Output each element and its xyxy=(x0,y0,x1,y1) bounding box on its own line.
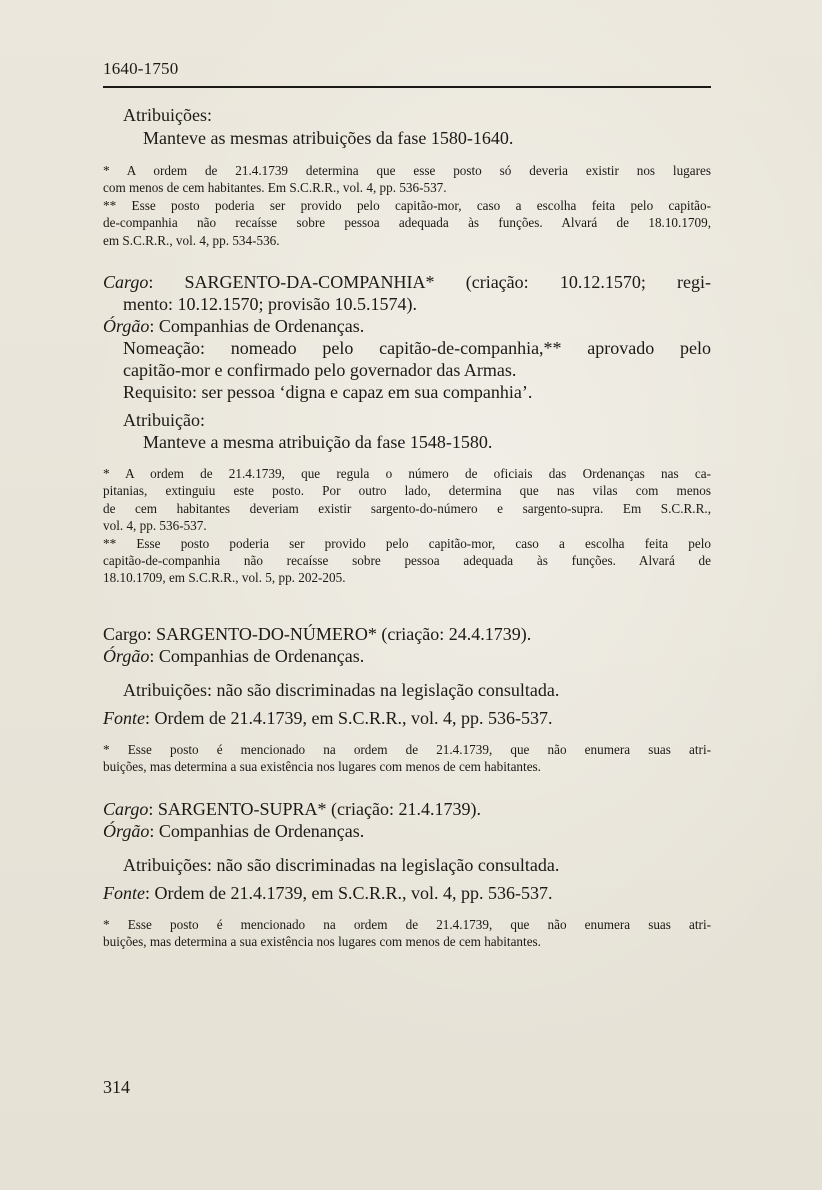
fonte-label: Fonte xyxy=(103,707,145,728)
orgao-line xyxy=(103,315,711,337)
footnote-2-line: de-companhia não recaísse sobre pessoa adequada às funções. Alvará de 18.10.1709, xyxy=(103,215,711,231)
running-header: 1640-1750 xyxy=(103,59,179,78)
orgao-line xyxy=(103,820,711,842)
orgao-text: : Companhias de Ordenanças. xyxy=(149,645,365,666)
cargo-label: Cargo xyxy=(103,272,149,293)
orgao-line xyxy=(103,645,711,667)
footnote-1-line: com menos de cem habitantes. Em S.C.R.R., vol. 4, pp. 536-537. xyxy=(103,180,447,196)
section-sargento-do-numero xyxy=(103,623,711,776)
footnote-2-line: 18.10.1709, em S.C.R.R., vol. 5, pp. 202-205. xyxy=(103,570,346,586)
nomeacao-line: Nomeação: nomeado pelo capitão-de-companhia,** aprovado pelo xyxy=(123,338,711,359)
atribuicoes-line: Atribuições: não são discriminadas na legislação consultada. xyxy=(123,854,560,875)
footnote-line: buições, mas determina a sua existência nos lugares com menos de cem habitantes. xyxy=(103,934,541,950)
orgao-label: Órgão xyxy=(103,820,150,841)
fonte-line xyxy=(103,707,711,729)
atribuicoes-label: Atribuições: xyxy=(123,105,212,125)
page-number: 314 xyxy=(103,1077,130,1097)
cargo-line xyxy=(103,271,711,293)
fonte-text: : Ordem de 21.4.1739, em S.C.R.R., vol. 4, pp. 536-537. xyxy=(145,707,553,728)
footnote-2-line: capitão-de-companhia não recaísse sobre pessoa adequada às funções. Alvará de xyxy=(103,553,711,569)
cargo-line-continued: mento: 10.12.1570; provisão 10.5.1574). xyxy=(123,294,417,315)
section-1640-atribuicoes xyxy=(103,104,711,249)
nomeacao-line-continued: capitão-mor e confirmado pelo governador das Armas. xyxy=(123,360,517,381)
section-sargento-da-companhia xyxy=(103,271,711,587)
section-sargento-supra xyxy=(103,798,711,951)
fonte-label: Fonte xyxy=(103,882,145,903)
atribuicao-label: Atribuição: xyxy=(123,410,205,431)
footnote-2-line: ** Esse posto poderia ser provido pelo capitão-mor, caso a escolha feita pelo capitão- xyxy=(103,197,711,213)
orgao-label: Órgão xyxy=(103,316,150,337)
fonte-text: : Ordem de 21.4.1739, em S.C.R.R., vol. 4, pp. 536-537. xyxy=(145,882,553,903)
footnote-1-line: * A ordem de 21.4.1739, que regula o número de oficiais das Ordenanças nas ca- xyxy=(103,466,711,482)
footnote-2-line: em S.C.R.R., vol. 4, pp. 534-536. xyxy=(103,232,280,248)
orgao-text: : Companhias de Ordenanças. xyxy=(149,316,365,337)
atribuicoes-line: Atribuições: não são discriminadas na legislação consultada. xyxy=(123,679,560,700)
page-body xyxy=(103,104,711,951)
footnote-line: buições, mas determina a sua existência nos lugares com menos de cem habitantes. xyxy=(103,759,541,775)
atribuicoes-text: Manteve as mesmas atribuições da fase 1580-1640. xyxy=(143,128,514,148)
cargo-line: Cargo: SARGENTO-DO-NÚMERO* (criação: 24.4.1739). xyxy=(103,623,532,644)
cargo-label: Cargo xyxy=(103,798,149,819)
cargo-line xyxy=(103,798,711,820)
footnote-1-line: vol. 4, pp. 536-537. xyxy=(103,518,207,534)
fonte-line xyxy=(103,882,711,904)
footnote-1-line: pitanias, extinguiu este posto. Por outro lado, determina que nas vilas com menos xyxy=(103,483,711,499)
atribuicao-text: Manteve a mesma atribuição da fase 1548-1580. xyxy=(143,432,493,453)
header-rule xyxy=(103,86,711,88)
requisito-line: Requisito: ser pessoa ‘digna e capaz em sua companhia’. xyxy=(123,382,533,403)
orgao-text: : Companhias de Ordenanças. xyxy=(149,820,365,841)
cargo-title: : SARGENTO-DA-COMPANHIA* (criação: 10.12.1570; regi- xyxy=(148,272,711,293)
orgao-label: Órgão xyxy=(103,645,150,666)
footnote-2-line: ** Esse posto poderia ser provido pelo capitão-mor, caso a escolha feita pelo xyxy=(103,535,711,551)
cargo-title: : SARGENTO-SUPRA* (criação: 21.4.1739). xyxy=(148,798,481,819)
footnote-line: * Esse posto é mencionado na ordem de 21.4.1739, que não enumera suas atri- xyxy=(103,741,711,757)
footnote-1-line: de cem habitantes deveriam existir sargento-do-número e sargento-supra. Em S.C.R.R., xyxy=(103,500,711,516)
footnote-1-line: * A ordem de 21.4.1739 determina que esse posto só deveria existir nos lugares xyxy=(103,163,711,178)
footnote-line: * Esse posto é mencionado na ordem de 21.4.1739, que não enumera suas atri- xyxy=(103,916,711,932)
